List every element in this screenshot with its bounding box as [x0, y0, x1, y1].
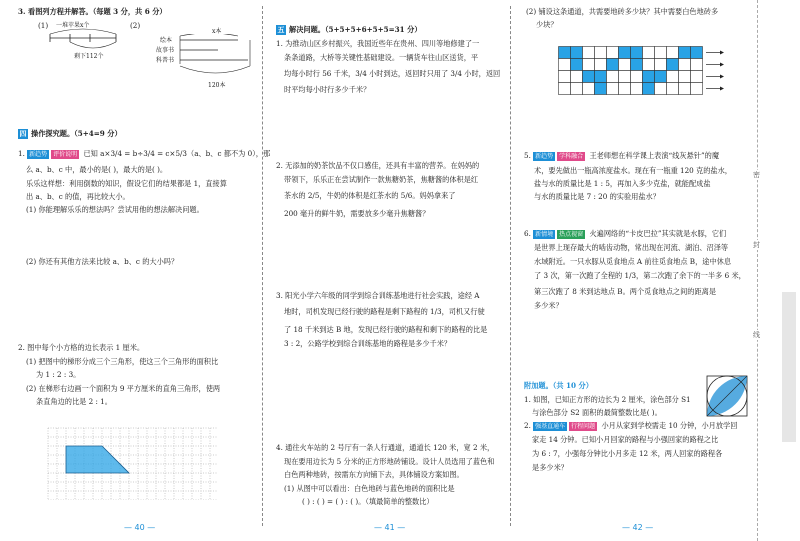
page-number-42: — 42 —	[622, 523, 654, 532]
floor-tile	[643, 59, 655, 71]
floor-tile	[571, 83, 583, 95]
q5-text-3: 盐与水的质量比是 1 : 5，再加入多少克盐，就能配成盐	[534, 179, 711, 188]
binding-char-2: 封	[753, 241, 760, 249]
q5-text-4: 与水的质量比是 7 : 20 的实验用盐水？	[534, 192, 660, 201]
s5-q4-text-3: 白色两种地砖，按需东方向铺下去，具体铺设方案如图。	[284, 470, 464, 479]
q3-d2-label: (2)	[130, 21, 141, 30]
q2-text-1: 2. 图中每个小方格的边长表示 1 厘米。	[18, 343, 145, 352]
q3-d2-row1: 绘本	[160, 37, 173, 44]
floor-tile	[679, 83, 691, 95]
floor-tile	[667, 59, 679, 71]
q3-d2-x: x本	[212, 28, 222, 35]
q3-d2-total: 120本	[208, 82, 226, 89]
q5-tag-subject: 学科融合	[559, 152, 584, 160]
floor-tile	[655, 59, 667, 71]
arrow-head-icon	[720, 75, 724, 79]
extra-q1-text-2: 与涂色部分 S2 面积的最简整数比是( )。	[532, 408, 662, 417]
s5-q1-text-2: 条条道路，大桥等关键性基础建设。一辆货车往山区送货，平	[284, 53, 479, 62]
q5-text-1: 王老师想在科学课上表演“线灰悬针”的魔	[589, 151, 720, 160]
extra-q2-text-3: 为 6 : 7，小强每分钟比小月多走 12 米，两人回家的路程各	[532, 449, 723, 458]
q1-text-2: 么 a、b、c 中，最小的是( )，最大的是( )。	[26, 165, 168, 174]
floor-tile	[619, 47, 631, 59]
floor-tile	[679, 47, 691, 59]
trapezoid-shape	[66, 446, 129, 473]
floor-tile	[655, 71, 667, 83]
q6-text-6: 多少米？	[534, 301, 563, 310]
q3-title: 3. 看图列方程并解答。（每题 3 分，共 6 分）	[18, 7, 167, 16]
q5-tag-trend: 新趋势	[535, 152, 554, 160]
floor-tile	[595, 59, 607, 71]
s5-q3-text-1: 3. 阳光小学六年级的同学到综合训练基地进行社会实践，途经 A	[276, 291, 480, 300]
floor-tile	[595, 47, 607, 59]
section-5-number: 五	[277, 26, 285, 34]
q6-text-3: 水域附近。一只水豚从觅食地点 A 前往觅食地点 B，途中休息	[534, 257, 732, 266]
floor-tile	[631, 83, 643, 95]
floor-tile	[655, 83, 667, 95]
q1-number: 1.	[18, 149, 25, 158]
q1-text-4: 出 a、b、c 的值，再比较大小。	[26, 192, 130, 201]
q2-cont-text-1: (2) 铺设这条通道，共需要地砖多少块？其中需要白色地砖多	[526, 7, 719, 16]
floor-tile	[643, 47, 655, 59]
q1-tag-eval: 评价说明	[53, 150, 78, 158]
binding-char-1: 密	[753, 171, 760, 179]
q6-text-1: 火遍网络的“卡皮巴拉”其实就是水豚，它们	[589, 229, 727, 238]
s5-q1-text-3: 均每小时行 56 千米，3/4 小时到达，返回时只用了 3/4 小时，返回	[284, 69, 501, 78]
s5-q3-text-4: 3 : 2，公路学校到综合训练基地的路程是多少千米？	[284, 339, 452, 348]
binding-dashed-line	[757, 0, 759, 541]
extra-square-figure	[705, 374, 749, 418]
section-5-title: 解决问题。（5+5+5+6+5+5=31 分）	[289, 25, 422, 34]
s5-q2-text-2: 带领下，乐乐正在尝试制作一款焦糖奶茶，焦糖酱的体积是红	[284, 175, 479, 184]
extra-q2-text-2: 家走 14 分钟。已知小月回家的路程与小强回家的路程之比	[532, 435, 719, 444]
page-41	[262, 0, 510, 541]
q3-d2-row3: 科普书	[156, 57, 175, 64]
q6-number: 6.	[524, 229, 531, 238]
q1-tag-trend: 新趋势	[29, 150, 48, 158]
q5-text-2: 术，要先做出一瓶高浓度盐水。现在有一瓶重 120 克的盐水，	[534, 166, 732, 175]
arrow-head-icon	[720, 51, 724, 55]
s5-q4-text-1: 4. 通往火车站的 2 号厅有一条人行通道，通道长 120 米，宽 2 米，	[276, 443, 495, 452]
extra-q2-number: 2.	[524, 421, 531, 430]
s5-q3-text-3: 了 18 千米到达 B 地，发现已经行驶的路程和剩下的路程的比是	[284, 325, 488, 334]
floor-tile	[583, 83, 595, 95]
floor-tile	[691, 59, 703, 71]
floor-tile	[571, 71, 583, 83]
q6-text-4: 了 3 次，第一次跑了全程的 1/3，第二次跑了余下的一半多 6 米，	[534, 271, 746, 280]
floor-tile	[571, 59, 583, 71]
floor-tile	[619, 59, 631, 71]
extra-q2-text-1: 小月从家到学校需走 10 分钟，小月放学回	[601, 421, 738, 430]
floor-tile	[607, 83, 619, 95]
floor-tile	[691, 47, 703, 59]
floor-tile	[583, 47, 595, 59]
floor-tile	[643, 83, 655, 95]
page-edge-tab	[782, 292, 796, 442]
q6-text-5: 第三次跑了 8 米到达地点 B。两个觅食地点之间的距离是	[534, 287, 717, 296]
floor-tile	[655, 47, 667, 59]
floor-tile	[559, 59, 571, 71]
extra-title: 附加题。（共 10 分）	[524, 381, 593, 390]
page-number-41: — 41 —	[374, 523, 406, 532]
s5-q4-text-2: 现在要用边长为 5 分米的正方形地砖铺设。设计人员选用了蓝色和	[284, 457, 495, 466]
tile-pattern-figure	[558, 46, 734, 102]
q2-cont-text-2: 少块？	[536, 20, 558, 29]
s5-q1-text-1: 1. 为推动山区乡村振兴，我国近些年在贵州、四川等地修建了一	[276, 39, 480, 48]
q5-number: 5.	[524, 151, 531, 160]
floor-tile	[559, 83, 571, 95]
q2-text-2: (1) 把图中的梯形分成三个三角形，使这三个三角形的面积比	[26, 357, 219, 366]
floor-tile	[631, 71, 643, 83]
q1-text-5: (1) 你能理解乐乐的想法吗？尝试用他的想法解决问题。	[26, 205, 204, 214]
s5-q2-text-3: 茶水的 2/5，牛奶的体积是红茶水的 5/6。妈妈拿来了	[284, 191, 456, 200]
section-4-heading	[18, 128, 122, 141]
s5-q4-text-4: (1) 从图中可以看出：白色地砖与蓝色地砖的面积比是	[284, 484, 455, 493]
floor-tile	[571, 47, 583, 59]
s5-q4-text-5: ( ) : ( ) = ( ) : ( )。（填最简单的整数比）	[302, 497, 434, 506]
page-number-40: — 40 —	[124, 523, 156, 532]
arrow-head-icon	[720, 63, 724, 67]
q2-grid	[46, 426, 218, 500]
floor-tile	[595, 83, 607, 95]
floor-tile	[619, 71, 631, 83]
floor-tile	[643, 71, 655, 83]
floor-tile	[667, 83, 679, 95]
binding-char-3: 线	[753, 331, 760, 339]
q1-text-3: 乐乐这样想：利用倒数的知识，假设它们的结果都是 1，直接算	[26, 179, 227, 188]
s5-q2-text-1: 2. 无添加的奶茶饮品不仅口感佳，还具有丰富的营养。在妈妈的	[276, 161, 480, 170]
floor-tile	[583, 59, 595, 71]
extra-q2-tag-travel: 行程问题	[571, 422, 596, 430]
floor-tile	[631, 59, 643, 71]
floor-tile	[679, 59, 691, 71]
page-40	[0, 0, 271, 541]
q1-line1	[18, 148, 270, 161]
q6-text-2: 是世界上现存最大的啮齿动物，常出现在河流、湖泊、沼泽等	[534, 243, 729, 252]
floor-tile	[607, 71, 619, 83]
floor-tile	[607, 59, 619, 71]
q2-text-3: 为 1 : 2 : 3。	[36, 370, 81, 379]
s5-q3-text-2: 地时，司机发现已经行驶的路程是剩下路程的 1/3，司机又行驶	[284, 307, 485, 316]
q3-diagram-2	[178, 34, 256, 84]
q6-tag-context: 新情境	[535, 230, 554, 238]
q3-d1-top: 一堆苹果x个	[56, 22, 90, 29]
q3-d2-row2: 故事书	[156, 47, 175, 54]
s5-q2-text-4: 200 毫升的鲜牛奶，需要放多少毫升焦糖酱？	[284, 209, 430, 218]
floor-tile	[559, 71, 571, 83]
q5-line1	[524, 150, 719, 163]
q1-text-6: (2) 你还有其他方法来比较 a、b、c 的大小吗？	[26, 257, 179, 266]
floor-tile	[679, 71, 691, 83]
arrow-head-icon	[720, 87, 724, 91]
extra-q2-tag-strong: 强基直通车	[535, 422, 566, 430]
q3-d1-bottom: 剩下112个	[74, 53, 104, 60]
section-4-title: 操作探究题。（5+4=9 分）	[31, 129, 122, 138]
section-5-heading	[276, 24, 422, 37]
floor-tile	[691, 71, 703, 83]
q3-d1-label: (1)	[38, 21, 49, 30]
floor-tile	[631, 47, 643, 59]
floor-tile	[583, 71, 595, 83]
floor-tile	[667, 71, 679, 83]
q6-line1	[524, 228, 726, 241]
q1-text-1: 已知 a×3/4 = b÷3/4 = c×5/3（a、b、c 都不为 0），那	[83, 149, 271, 158]
floor-tile	[595, 71, 607, 83]
q2-text-4: (2) 在梯形右边画一个面积为 9 平方厘米的直角三角形，使两	[26, 384, 221, 393]
floor-tile	[559, 47, 571, 59]
floor-tile	[619, 83, 631, 95]
section-4-number: 四	[19, 130, 27, 138]
s5-q1-text-4: 时平均每小时行多少千米？	[284, 85, 371, 94]
floor-tile	[691, 83, 703, 95]
extra-q2-text-4: 是多少米？	[532, 463, 568, 472]
q2-text-5: 条直角边的比是 2 : 1。	[36, 397, 112, 406]
extra-q1-text-1: 1. 如图，已知正方形的边长为 2 厘米，涂色部分 S1	[524, 395, 691, 404]
floor-tile	[667, 47, 679, 59]
extra-q2-line1	[524, 420, 737, 433]
q6-tag-hot: 热点视窗	[559, 230, 584, 238]
floor-tile	[607, 47, 619, 59]
